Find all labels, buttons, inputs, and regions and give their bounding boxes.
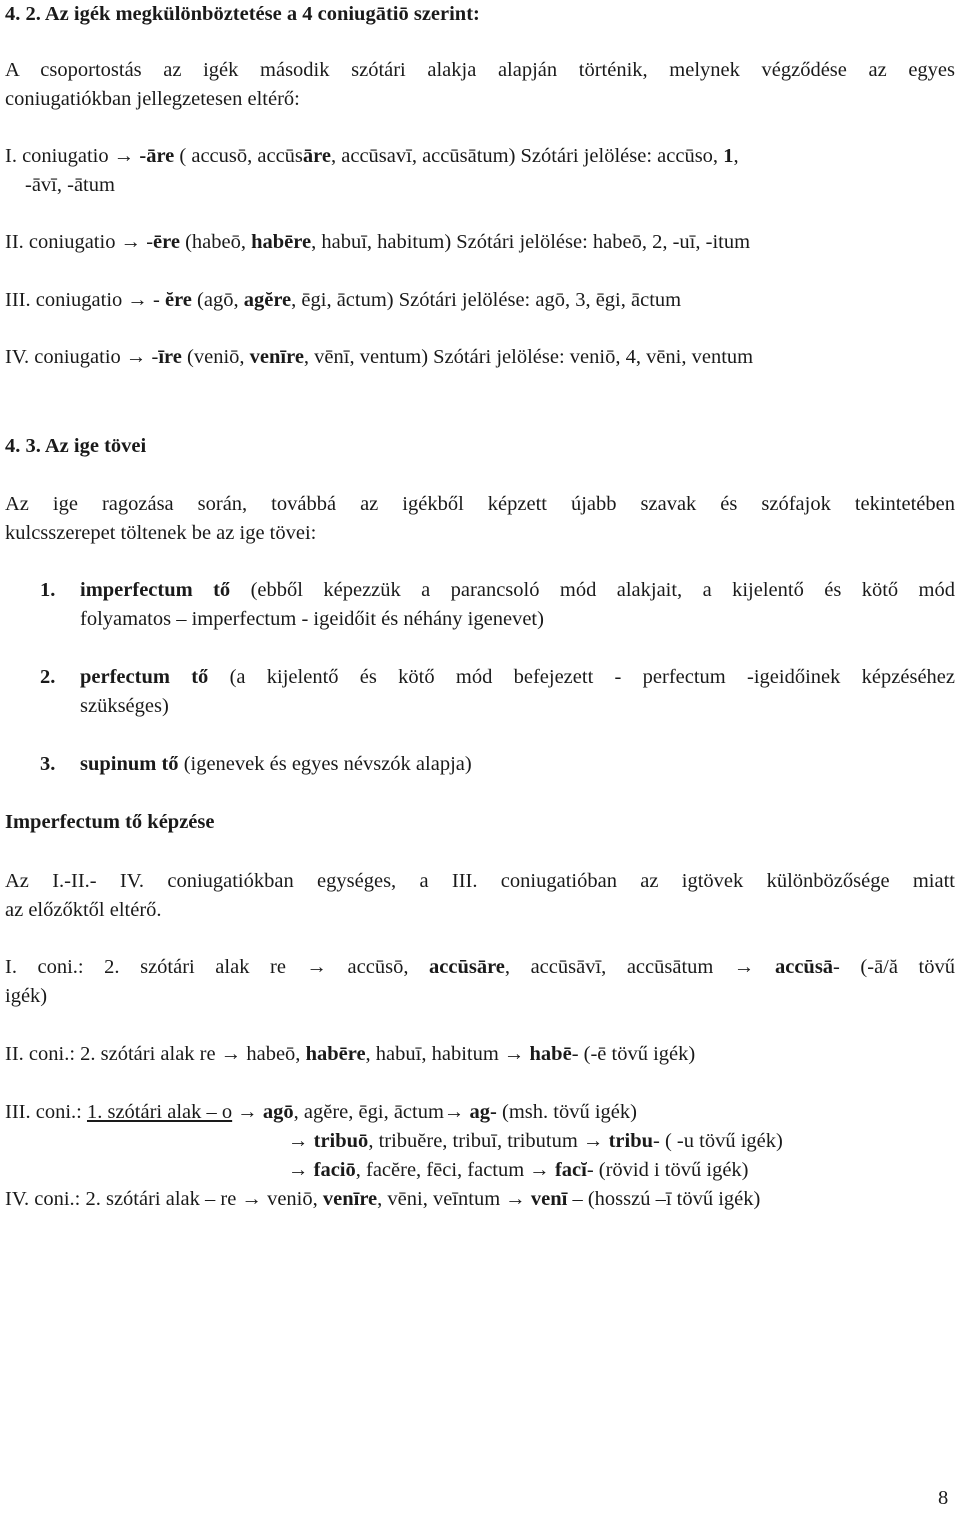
rule-coni-4: IV. coni.: 2. szótári alak – re → veniō, venīre, vēni, veīntum → venī – (hosszú –ī tövű igék) (5, 1188, 761, 1210)
subsection-heading: Imperfectum tő képzése (5, 811, 215, 833)
paragraph-line: kulcsszerepet töltenek be az ige tövei: (5, 522, 317, 544)
rule-coni-3-facio: → faciō, facĕre, fēci, factum → facĭ- (rövid i tövű igék) (288, 1159, 749, 1181)
conjugation-2: II. coniugatio → -ēre (habeō, habēre, habuī, habitum) Szótári jelölése: habeō, 2, -uī, -itum (5, 231, 751, 253)
rule-coni-1-cont: igék) (5, 985, 48, 1007)
paragraph-line: Az I.-II.- IV. coniugatiókban egységes, a III. coniugatióban az igtövek különbözősége miatt (5, 870, 955, 892)
list-item-2: perfectum tő (a kijelentő és kötő mód befejezett - perfectum -igeidőinek képzéséhez (80, 666, 955, 688)
rule-coni-3-tribuo: → tribuō, tribuĕre, tribuī, tributum → tribu- ( -u tövű igék) (288, 1130, 783, 1152)
paragraph-line: coniugatiókban jellegzetesen eltérő: (5, 88, 300, 110)
rule-coni-2: II. coni.: 2. szótári alak re → habeō, habēre, habuī, habitum → habē- (-ē tövű igék) (5, 1043, 696, 1065)
conjugation-4: IV. coniugatio → -īre (veniō, venīre, vēnī, ventum) Szótári jelölése: veniō, 4, vēni, ventum (5, 346, 754, 368)
list-number: 2. (40, 666, 56, 688)
paragraph-line: az előzőktől eltérő. (5, 899, 162, 921)
rule-coni-1: I. coni.: 2. szótári alak re → accūsō, accūsāre, accūsāvī, accūsātum → accūsā- (-ā/ă tövű (5, 956, 955, 978)
conjugation-1-cont: -āvī, -ātum (25, 174, 115, 196)
list-number: 3. (40, 753, 56, 775)
list-item-2-cont: szükséges) (80, 695, 169, 717)
rule-coni-3: III. coni.: 1. szótári alak – o → agō, agĕre, ēgi, āctum→ ag- (msh. tövű igék) (5, 1101, 637, 1123)
section-heading-4-3: 4. 3. Az ige tövei (5, 435, 147, 457)
list-item-3: supinum tő (igenevek és egyes névszók alapja) (80, 753, 472, 775)
section-heading-4-2: 4. 2. Az igék megkülönböztetése a 4 coniugātiō szerint: (5, 3, 480, 25)
conjugation-1: I. coniugatio → -āre ( accusō, accūsāre, accūsavī, accūsātum) Szótári jelölése: accūso, 1, (5, 145, 739, 167)
page-number: 8 (938, 1487, 949, 1509)
paragraph-line: A csoportostás az igék második szótári alakja alapján történik, melynek végződése az egyes (5, 59, 955, 81)
list-item-1: imperfectum tő (ebből képezzük a parancsoló mód alakjait, a kijelentő és kötő mód (80, 579, 956, 601)
conjugation-3: III. coniugatio → - ĕre (agō, agĕre, ēgi, āctum) Szótári jelölése: agō, 3, ēgi, āctum (5, 289, 682, 311)
list-item-1-cont: folyamatos – imperfectum - igeidőit és néhány igenevet) (80, 608, 544, 630)
list-number: 1. (40, 579, 56, 601)
paragraph-line: Az ige ragozása során, továbbá az igékből képzett újabb szavak és szófajok tekintetében (5, 493, 955, 515)
